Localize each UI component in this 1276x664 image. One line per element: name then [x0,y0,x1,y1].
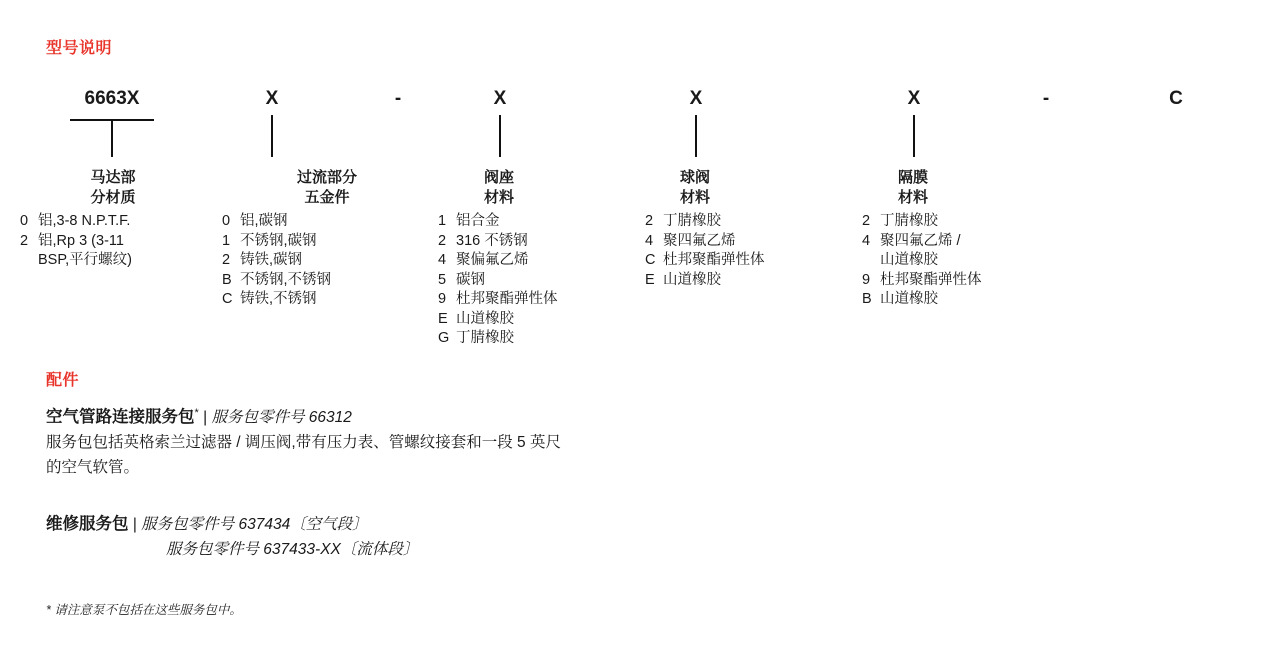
option-key: 0 [20,213,29,229]
option-key: C [222,291,233,307]
column-wetted-options [222,212,432,310]
option-value: 不锈钢,不锈钢 [240,271,332,288]
code-char-wetted: X [265,88,279,109]
leader-line-model [111,119,113,157]
service-kit-block [46,512,886,562]
column-wetted-head-line1: 过流部分 [296,169,357,186]
column-seat-material [438,168,638,349]
option-row [20,212,206,232]
option-row [438,232,638,252]
option-row [645,271,845,291]
option-key: 2 [862,213,871,229]
leader-line-seat [499,115,501,157]
option-row [20,232,206,271]
column-ball-head-line1: 球阀 [679,169,710,186]
option-value: 丁腈橡胶 [880,213,938,229]
option-value: 山道橡胶 [663,271,721,288]
accessories-footnote: * 请注意泵不包括在这些服务包中。 [46,603,242,617]
air-line-kit-asterisk: * [194,407,199,419]
option-key: 4 [862,232,871,249]
code-char-dash-2: - [1042,88,1050,109]
option-row [438,251,638,271]
option-key: 9 [862,271,871,288]
column-diaphragm-head-line2: 材料 [897,189,928,206]
model-section-title: 型号说明 [46,40,113,57]
column-motor-options [20,212,206,271]
column-wetted-head-line2: 五金件 [304,189,350,206]
option-value: 丁腈橡胶 [456,330,514,346]
option-value: 丁腈橡胶 [663,213,721,229]
option-key: 4 [438,252,447,268]
option-value: 铝,3-8 N.P.T.F. [38,213,131,229]
service-kit-name: 维修服务包 [46,515,129,533]
option-value: 铝,碳钢 [240,213,288,229]
leader-line-diaphragm [913,115,915,157]
option-value-cont: 山道橡胶 [880,252,938,268]
option-key: 2 [20,232,29,249]
option-key: 2 [222,252,231,268]
column-seat-options [438,212,638,349]
option-row [438,271,638,291]
option-row [438,290,638,310]
option-value: 山道橡胶 [456,310,514,327]
option-key: G [438,330,450,346]
option-value: 杜邦聚酯弹性体 [880,271,982,288]
option-row [222,212,432,232]
option-value: 不锈钢,碳钢 [240,232,317,249]
code-char-ball: X [689,88,703,109]
option-key: 4 [645,232,654,249]
option-key: 5 [438,271,447,288]
code-char-seat: X [493,88,507,109]
option-value: 聚四氟乙烯 / [880,232,961,249]
column-diaphragm-options [862,212,1082,310]
option-row [438,310,638,330]
service-kit-part-line1: 服务包零件号 637434〔空气段〕 [141,516,368,533]
option-key: E [438,310,448,327]
option-row [222,290,432,310]
column-motor-head-line2: 分材质 [90,189,136,206]
option-value: 316 不锈钢 [456,232,528,249]
option-key: E [645,271,655,288]
option-key: B [862,291,872,307]
column-seat-head-line2: 材料 [483,189,514,206]
option-value: 碳钢 [456,271,485,288]
option-row [222,251,432,271]
column-wetted-hardware [222,168,432,310]
air-line-kit-separator: | [203,409,208,427]
option-value: 铝,Rp 3 (3-11 [38,232,124,249]
column-diaphragm-head-line1: 隔膜 [897,169,928,186]
code-char-suffix: C [1169,88,1183,109]
air-line-kit-heading-row [46,401,886,430]
option-row [438,329,638,349]
column-ball-head-line2: 材料 [679,189,710,206]
column-ball-material [645,168,845,290]
option-key: 1 [222,232,231,249]
option-value: 山道橡胶 [880,291,938,307]
column-seat-head-line1: 阀座 [483,169,514,186]
column-diaphragm-material [862,168,1082,310]
accessories-section-title: 配件 [46,372,80,389]
option-key: 1 [438,213,447,229]
service-kit-heading-row [46,512,886,537]
option-value-cont: BSP,平行螺纹) [38,252,133,268]
code-char-diaphragm: X [907,88,921,109]
service-kit-separator: | [132,516,137,533]
option-row [222,271,432,291]
air-line-kit-description-line1: 服务包包括英格索兰过滤器 / 调压阀,带有压力表、管螺纹接套和一段 5 英尺 [46,434,561,452]
option-value: 聚四氟乙烯 [663,232,736,249]
option-value: 杜邦聚酯弹性体 [663,252,765,268]
option-row [862,271,1082,291]
option-row [645,212,845,232]
column-ball-options [645,212,845,290]
code-char-model: 6663X [84,88,140,109]
option-key: 2 [438,232,447,249]
option-value: 铝合金 [456,213,500,229]
option-row [645,251,845,271]
option-value: 杜邦聚酯弹性体 [456,291,558,307]
column-motor-material [20,168,206,271]
option-value: 聚偏氟乙烯 [456,252,529,268]
air-line-kit-part-number: 服务包零件号 66312 [211,409,352,427]
option-row [862,232,1082,271]
code-char-dash-1: - [394,88,402,109]
leader-line-ball [695,115,697,157]
air-line-kit-block [46,401,886,480]
option-row [645,232,845,252]
option-key: C [645,252,656,268]
option-row [438,212,638,232]
leader-line-wetted [271,115,273,157]
option-key: 2 [645,213,654,229]
option-value: 铸铁,碳钢 [240,252,303,268]
option-row [862,290,1082,310]
option-key: 0 [222,213,231,229]
option-value: 铸铁,不锈钢 [240,291,317,307]
option-key: 9 [438,291,447,307]
column-motor-head-line1: 马达部 [90,169,136,186]
air-line-kit-name: 空气管路连接服务包 [46,408,195,427]
option-row [862,212,1082,232]
option-key: B [222,271,232,288]
service-kit-part-line2: 服务包零件号 637433-XX〔流体段〕 [166,541,419,558]
option-row [222,232,432,252]
air-line-kit-description-line2: 的空气软管。 [46,459,140,477]
